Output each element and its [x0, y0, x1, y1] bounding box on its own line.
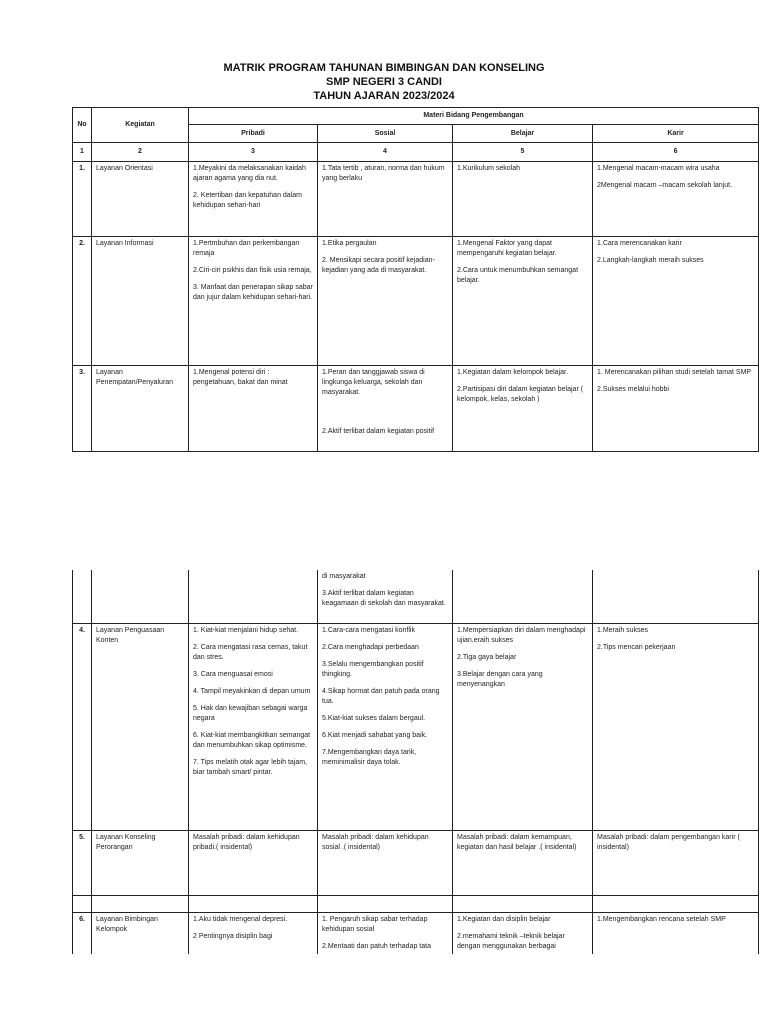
table-row: [73, 366, 759, 452]
empty-cell: [453, 895, 593, 912]
belajar-cell: Masalah pribadi: dalam kemampuan, kegiatan dan hasil belajar .( insidental): [453, 830, 593, 895]
table-row: [73, 830, 759, 895]
pribadi-cell: 1.Aku tidak mengenal depresi. 2 Pentingnya disiplin bagi: [189, 912, 318, 954]
kegiatan-cell: Layanan Informasi: [92, 237, 189, 366]
pribadi-cell: 1.Mengenal potensi diri : pengetahuan, bakat dan minat: [189, 366, 318, 452]
pribadi-cell: 1.Pertmbuhan dan perkembangan remaja 2.Ciri-ciri psikhis dan fisik usia remaja, 3. Manfaat dan penerapan sikap sabar dan jujur dalam kehidupan sehari-hari.: [189, 237, 318, 366]
header-karir: Karir: [593, 125, 759, 143]
empty-cell: [73, 895, 92, 912]
empty-cell: [593, 570, 759, 623]
school-name: SMP NEGERI 3 CANDI: [326, 76, 442, 88]
karir-cell: 1.Meraih sukses 2.Tips mencari pekerjaan: [593, 623, 759, 830]
kegiatan-cell: Layanan Penguasaan Konten: [92, 623, 189, 830]
kegiatan-cell: Layanan Penempatan/Penyaluran: [92, 366, 189, 452]
empty-cell: [92, 570, 189, 623]
kegiatan-cell: Layanan Orientasi: [92, 162, 189, 237]
program-matrix-table-continued: [72, 570, 759, 954]
empty-cell: [593, 895, 759, 912]
empty-cell: [453, 570, 593, 623]
sosial-cell: Masalah pribadi: dalam kehidupan sosial .( insidental): [318, 830, 453, 895]
pribadi-cell: Masalah pribadi: dalam kehidupan pribadi.( insidental): [189, 830, 318, 895]
sosial-cell: 1.Tata tertib , aturan, norma dan hukum yang berlaku: [318, 162, 453, 237]
row-number: 5.: [73, 830, 92, 895]
pribadi-cell: 1.Meyakini da melaksanakan kaidah ajaran agama yang dia nut. 2. Ketertiban dan kepatuhan dalam kehidupan sehari-hari: [189, 162, 318, 237]
belajar-cell: 1.Kegiatan dan disiplin belajar 2.memahami teknik –teknik belajar dengan menggunakan berbagai: [453, 912, 593, 954]
table-row: [73, 570, 759, 623]
karir-cell: 1.Cara merencanakan karir 2.Langkah-langkah meraih sukses: [593, 237, 759, 366]
document-title: MATRIK PROGRAM TAHUNAN BIMBINGAN DAN KONSELING: [223, 62, 545, 74]
header-sosial: Sosial: [318, 125, 453, 143]
program-matrix-table: [72, 107, 759, 452]
pribadi-cell: 1. Kiat-kiat menjalani hidup sehat. 2. Cara mengatasi rasa cemas, takut dan stres. 3. Cara menguasai emosi 4. Tampil meyakinkan di depan umum 5. Hak dan kewajiban sebagai warga negara 6. Kiat-kiat membangkitkan semangat dan menumbuhkan sikap optimisme. 7. Tips melatih otak agar lebih tajam, biar tambah smart/ pintar.: [189, 623, 318, 830]
col-number: 3: [189, 143, 318, 162]
sosial-cell: 1. Pengaruh sikap sabar terhadap kehidupan sosial 2.Mentaati dan patuh terhadap tata: [318, 912, 453, 954]
row-number: 6.: [73, 912, 92, 954]
header-materi: Materi Bidang Pengembangan: [189, 108, 759, 125]
sosial-cell: 1.Peran dan tanggjawab siswa di lingkunga keluarga, sekolah dan masyarakat. 2.Aktif terlibat dalam kegiatan positif: [318, 366, 453, 452]
empty-cell: [189, 895, 318, 912]
belajar-cell: 1.Mempersiapkan diri dalam menghadapi ujian.eraih sukses 2.Tiga gaya belajar 3.Belajar dengan cara yang menyenangkan: [453, 623, 593, 830]
sosial-cell: 1.Cara-cara mengatasi konflik 2.Cara menghadapi perbedaan 3.Selalu mengembangkan positif thingking. 4.Sikap hormat dan patuh pada orang tua. 5.Kiat-kiat sukses dalam bergaul. 6.Kiat menjadi sahabat yang baik. 7.Mengembangkan daya tarik, meminimalisir daya tolak.: [318, 623, 453, 830]
sosial-cell: 1.Etika pergaulan 2. Mensikapi secara positif kejadian-kejadian yang ada di masyarakat.: [318, 237, 453, 366]
row-number: 1.: [73, 162, 92, 237]
kegiatan-cell: Layanan Bimbingan Kelompok: [92, 912, 189, 954]
belajar-cell: 1.Kegiatan dalam kelompok belajar. 2.Partisipasi diri dalam kegiatan belajar ( kelompok, kelas, sekolah ): [453, 366, 593, 452]
table-row: [73, 237, 759, 366]
col-number: 5: [453, 143, 593, 162]
header-kegiatan: Kegiatan: [92, 108, 189, 143]
table-row: [73, 912, 759, 954]
karir-cell: 1. Merencanakan pilihan studi setelah tamat SMP 2.Sukses melalui hobbi: [593, 366, 759, 452]
table-row: [73, 623, 759, 830]
header-belajar: Belajar: [453, 125, 593, 143]
empty-cell: [73, 570, 92, 623]
belajar-cell: 1.Mengenal Faktor yang dapat mempengaruhi kegiatan belajar. 2.Cara untuk menumbuhkan semangat belajar.: [453, 237, 593, 366]
kegiatan-cell: Layanan Konseling Perorangan: [92, 830, 189, 895]
belajar-cell: 1.Kurikulum sekolah: [453, 162, 593, 237]
karir-cell: Masalah pribadi: dalam pengembangan karir ( insidental): [593, 830, 759, 895]
empty-cell: [92, 895, 189, 912]
col-number: 6: [593, 143, 759, 162]
row-number: 2.: [73, 237, 92, 366]
academic-year: TAHUN AJARAN 2023/2024: [313, 90, 455, 102]
karir-cell: 1.Mengenal macam-macam wira usaha 2Mengenal macam –macam sekolah lanjut.: [593, 162, 759, 237]
header-no: No: [73, 108, 92, 143]
table-row: [73, 162, 759, 237]
karir-cell: 1.Mengembangkan rencana setelah SMP: [593, 912, 759, 954]
row-number: 4.: [73, 623, 92, 830]
table-row: [73, 895, 759, 912]
header-pribadi: Pribadi: [189, 125, 318, 143]
col-number: 4: [318, 143, 453, 162]
row-number: 3.: [73, 366, 92, 452]
empty-cell: [189, 570, 318, 623]
col-number: 2: [92, 143, 189, 162]
sosial-cell: di masyarakat 3.Aktif terlibat dalam kegiatan keagamaan di sekolah dan masyarakat.: [318, 570, 453, 623]
empty-cell: [318, 895, 453, 912]
col-number: 1: [73, 143, 92, 162]
